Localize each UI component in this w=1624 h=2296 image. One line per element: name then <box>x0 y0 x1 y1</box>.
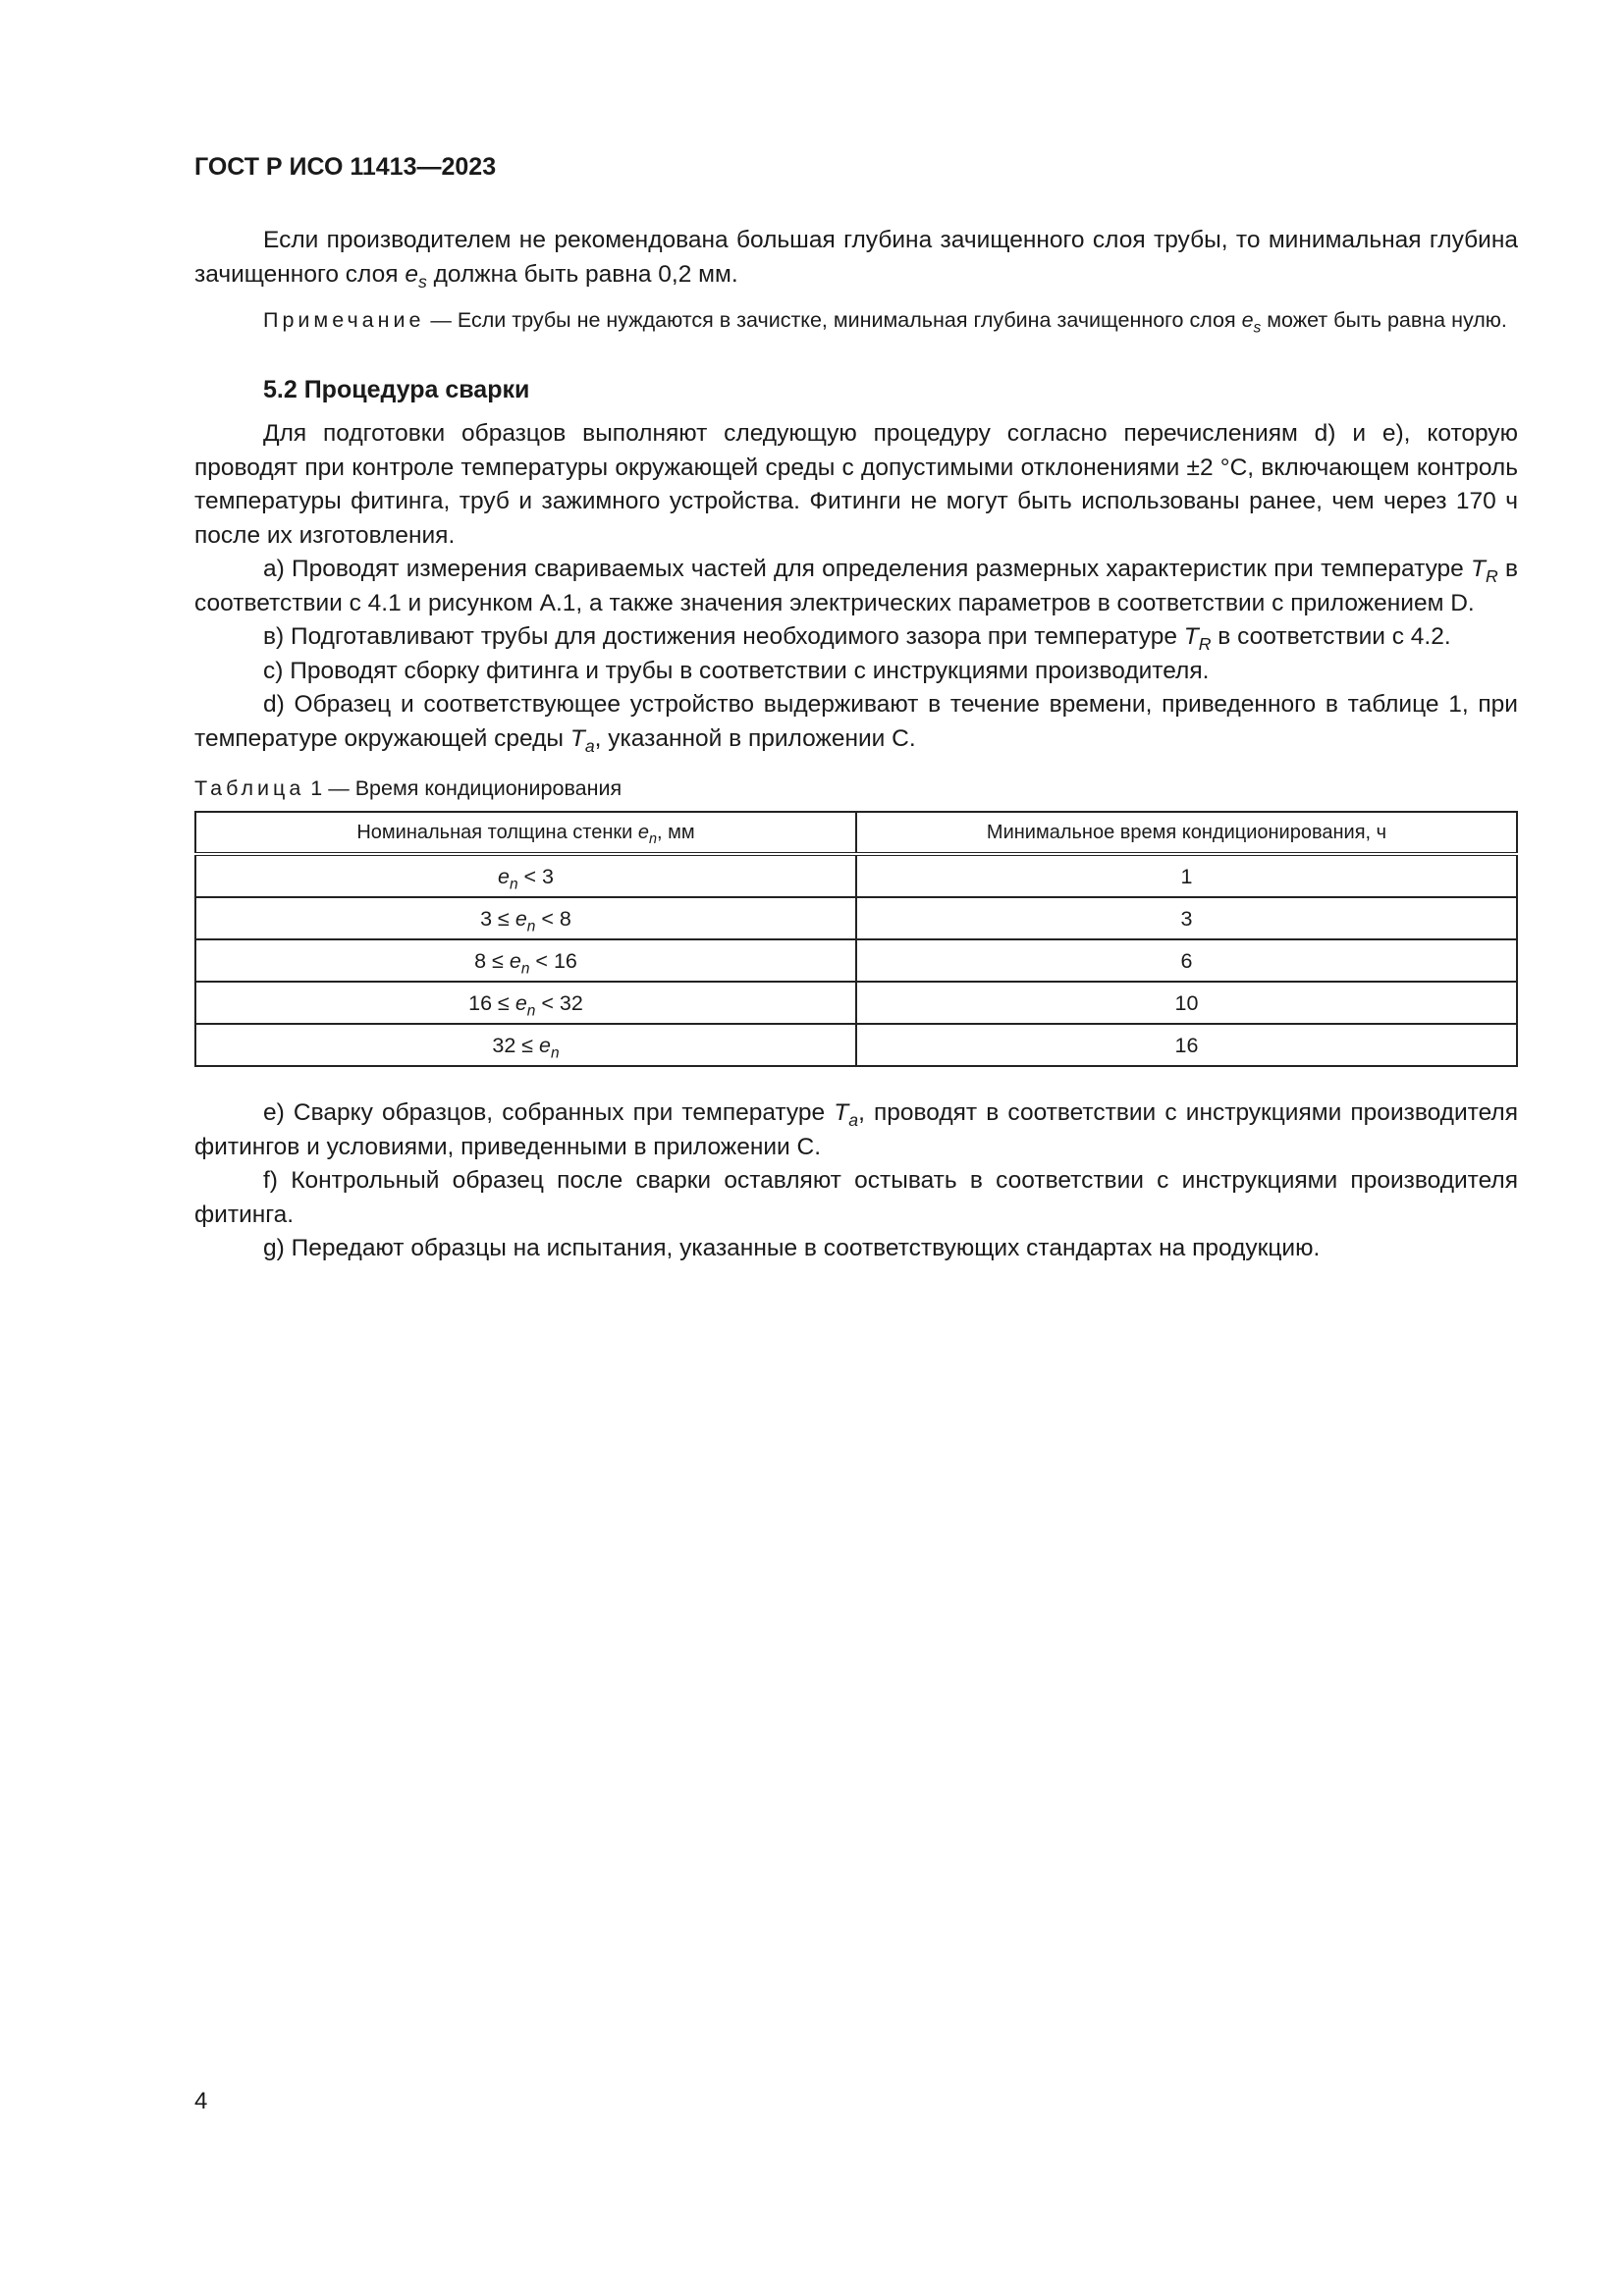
conditioning-time-table <box>194 811 1518 1067</box>
page-number: 4 <box>194 2088 208 2114</box>
note-paragraph: Примечание — Если трубы не нуждаются в зачистке, минимальная глубина зачищенного слоя $e_s$ может быть равна нулю. <box>263 308 1507 337</box>
table-cell-thickness: $e_n < 3$ <box>195 854 856 897</box>
list-item-b: в) Подготавливают трубы для достижения необходимого зазора при температуре $T_R$ в соответствии с 4.2. <box>263 623 1451 655</box>
list-item-d: d) Образец и соответствующее устройство выдерживают в течение времени, приведенного в таблице 1, при температуре окружающей среды $T_a$, указанной в приложении С. <box>194 691 1518 756</box>
document-header: ГОСТ Р ИСО 11413—2023 <box>194 153 497 181</box>
table-header-row <box>195 812 1517 854</box>
table-row <box>195 1024 1517 1066</box>
table-caption-label: Таблица <box>194 776 305 800</box>
table-cell-thickness: $16 \le e_n < 32$ <box>195 982 856 1024</box>
table-cell-time: 10 <box>856 982 1517 1024</box>
table-cell-thickness: $3 \le e_n < 8$ <box>195 897 856 939</box>
table-row <box>195 939 1517 982</box>
table-header-thickness: Номинальная толщина стенки $e_n$, мм <box>195 812 856 854</box>
document-page <box>194 149 1518 1266</box>
table-cell-thickness: $32 \le e_n$ <box>195 1024 856 1066</box>
table-header-time: Минимальное время кондиционирования, ч <box>856 812 1517 854</box>
table-row <box>195 982 1517 1024</box>
list-item-a: а) Проводят измерения свариваемых частей для определения размерных характеристик при температуре $T_R$ в соответствии с 4.1 и рисунком А.1, а также значения электрических параметров в соответствии с приложением D. <box>194 556 1518 616</box>
list-item-c: с) Проводят сборку фитинга и трубы в соответствии с инструкциями производителя. <box>263 657 1210 684</box>
table-caption: Таблица 1 — Время кондиционирования <box>194 776 623 800</box>
list-item-f: f) Контрольный образец после сварки оставляют остывать в соответствии с инструкциями производителя фитинга. <box>194 1167 1518 1228</box>
table-cell-time: 16 <box>856 1024 1517 1066</box>
note-label: Примечание <box>263 308 425 332</box>
intro-paragraph: Если производителем не рекомендована большая глубина зачищенного слоя трубы, то минимальная глубина зачищенного слоя $e_s$ должна быть равна 0,2 мм. <box>194 227 1518 292</box>
table-cell-thickness: $8 \le e_n < 16$ <box>195 939 856 982</box>
table-cell-time: 3 <box>856 897 1517 939</box>
section-title: 5.2 Процедура сварки <box>263 376 530 403</box>
table-row <box>195 897 1517 939</box>
section-paragraph: Для подготовки образцов выполняют следующую процедуру согласно перечислениям d) и е), которую проводят при контроле температуры окружающей среды с допустимыми отклонениями ±2 °C, включающем контроль температуры фитинга, труб и зажимного устройства. Фитинги не могут быть использованы ранее, чем через 170 ч после их изготовления. <box>194 420 1518 549</box>
table-cell-time: 1 <box>856 854 1517 897</box>
table-cell-time: 6 <box>856 939 1517 982</box>
table-row <box>195 854 1517 897</box>
list-item-e: е) Сварку образцов, собранных при температуре $T_a$, проводят в соответствии с инструкциями производителя фитингов и условиями, приведенными в приложении С. <box>194 1099 1518 1160</box>
list-item-g: g) Передают образцы на испытания, указанные в соответствующих стандартах на продукцию. <box>263 1235 1321 1261</box>
